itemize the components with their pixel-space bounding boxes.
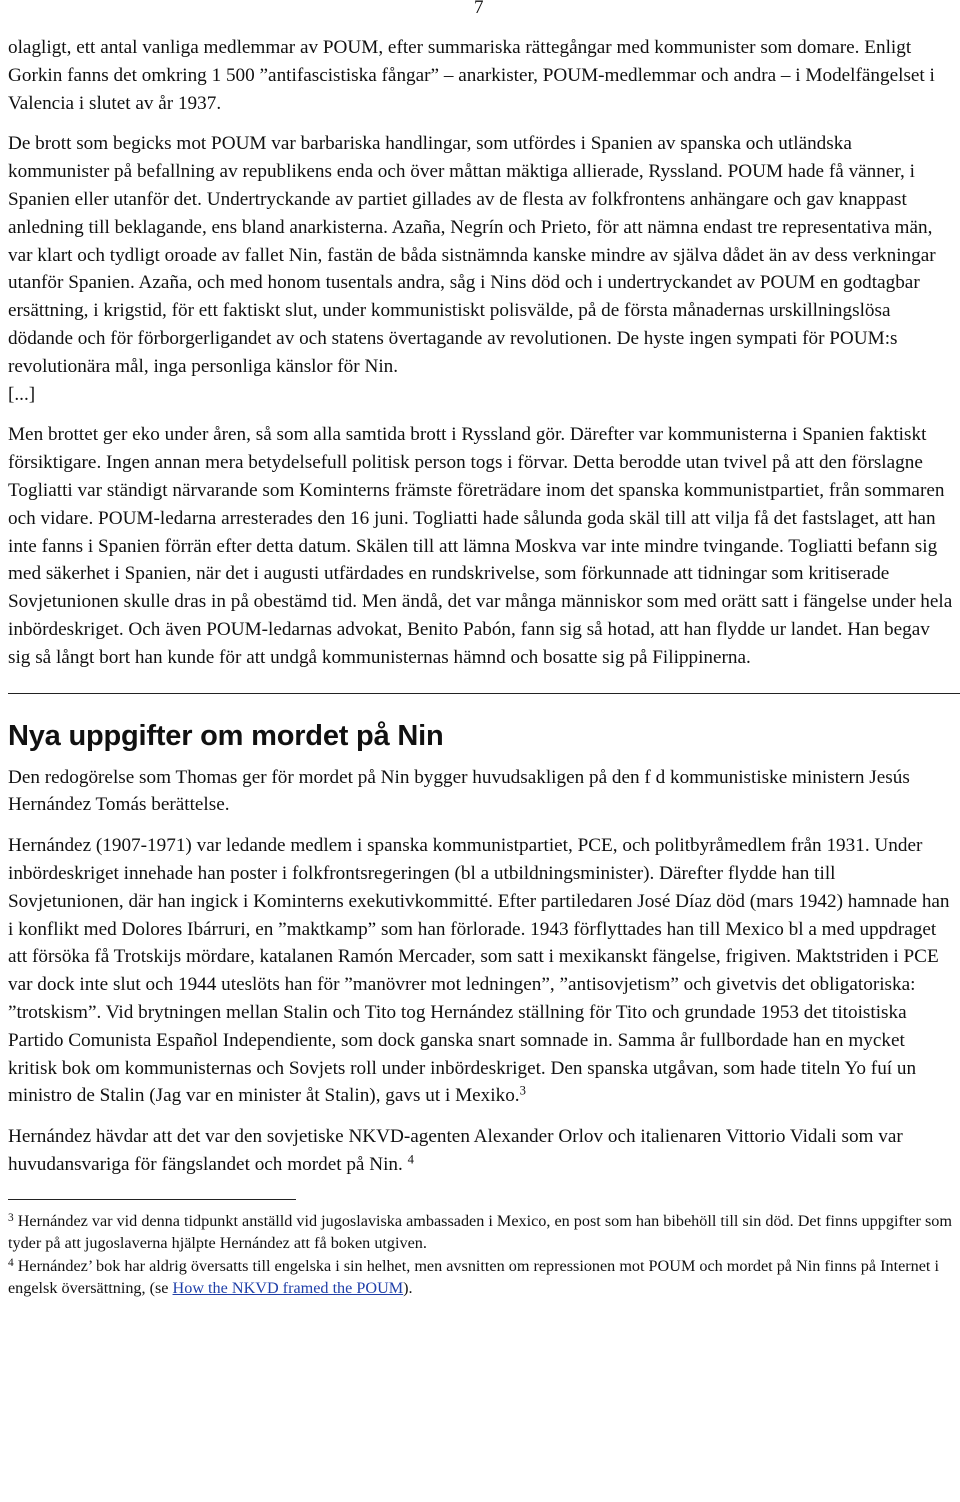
paragraph-poum-crimes: De brott som begicks mot POUM var barbariska handlingar, som utfördes i Spanien av spanska och utländska kommunister på befallning av republikens enda och över måttan mäktiga allierade, Ryssland. POUM hade få vänner, i Spanien eller utanför det. Undertryckande av partiet gillades av de flesta av folkfrontens anhängare och gav knappast anledning till beklagande, ens bland anarkisterna. Azaña, Negrín och Prieto, för att nämna endast tre representativa män, var klart och tydligt oroade av fallet Nin, fastän de båda sistnämnda kanske mindre av själva dådet än av dess verkningar utanför Spanien. Azaña, och med honom tusentals andra, såg i Nins död och i undertryckandet av POUM en godtagbar ersättning, i krigstid, för ett faktiskt slut, under kommunistiskt polisvälde, på de första månadernas urskillningslösa dödande och för förborgerligandet av och statens övertagande av revolutionen. De hyste ingen sympati för POUM:s revolutionära mål, inga personliga känslor för Nin.	[8, 133, 936, 377]
footnote-ref-3[interactable]: 3	[519, 1083, 526, 1098]
page-content	[8, 34, 953, 1300]
paragraph-hernandez-bio-text: Hernández (1907-1971) var ledande medlem i spanska kommunistpartiet, PCE, och politbyråmedlem från 1931. Under inbördeskriget innehade han poster i folkfrontsregeringen (bl a utbildningsminister). Därefter flydde han till Sovjetunionen, där han ingick i Kominterns exekutivkommitté. Efter partiledaren José Díaz död (mars 1942) hamnade han i konflikt med Dolores Ibárruri, en ”maktkamp” som han förlorade. 1943 förflyttades han till Mexico bl a med uppdraget att försöka få Trotskijs mördare, katalanen Ramón Mercader, som satt i mexikanskt fängelse, frigiven. Maktstriden i PCE var dock inte slut och 1944 uteslöts han för ”manövrer mot ledningen”, ”antisovjetism” och givetvis det obligatoriska: ”trotskism”. Vid brytningen mellan Stalin och Tito tog Hernández ställning för Tito och grundade 1953 det titoistiska Partido Comunista Español Independiente, som dock ganska snart somnade in. Samma år fullbordade han en mycket kritisk bok om kommunisternas och Sovjets roll under inbördeskriget. Den spanska utgåvan, som hade titeln Yo fuí un ministro de Stalin (Jag var en minister åt Stalin), gavs ut i Mexiko.	[8, 835, 950, 1107]
paragraph-thomas-account: Den redogörelse som Thomas ger för mordet på Nin bygger huvudsakligen på den f d kommunistiske ministern Jesús Hernández Tomás berättelse.	[8, 766, 910, 816]
paragraph-hernandez-bio	[8, 832, 953, 1110]
section-heading: Nya uppgifter om mordet på Nin	[8, 719, 444, 752]
section-divider	[8, 693, 960, 694]
footnote-divider	[8, 1199, 296, 1200]
footnote-mark-3: 3	[8, 1211, 14, 1224]
paragraph-orlov-vidali-text: Hernández hävdar att det var den sovjetiske NKVD-agenten Alexander Orlov och italienaren Vittorio Vidali som var huvudansvariga för fängslandet och mordet på Nin.	[8, 1126, 903, 1175]
footnote-4	[8, 1255, 953, 1300]
footnotes	[8, 1210, 953, 1300]
ellipsis: [...]	[8, 383, 36, 405]
footnote-ref-4[interactable]: 4	[407, 1152, 414, 1167]
nkvd-framed-poum-link[interactable]: How the NKVD framed the POUM	[172, 1279, 404, 1298]
footnote-4-tail: ).	[403, 1279, 413, 1298]
paragraph-orlov-vidali	[8, 1123, 953, 1179]
footnote-4-text: Hernández’ bok har aldrig översatts till engelska i sin helhet, men avsnitten om repressionen mot POUM och mordet på Nin finns på Internet i engelsk översättning, (se	[8, 1256, 939, 1298]
page-number: 7	[474, 0, 484, 18]
paragraph-continued: olagligt, ett antal vanliga medlemmar av POUM, efter summariska rättegångar med kommunister som domare. Enligt Gorkin fanns det omkring 1 500 ”antifascistiska fångar” – anarkister, POUM-medlemmar och andra – i Modelfängelset i Valencia i slutet av år 1937.	[8, 37, 935, 114]
footnote-3	[8, 1210, 953, 1255]
paragraph-togliatti: Men brottet ger eko under åren, så som alla samtida brott i Ryssland gör. Därefter var kommunisterna i Spanien faktiskt försiktigare. Ingen annan mera betydelsefull politisk person togs i förvar. Detta berodde utan tvivel på att den förslagne Togliatti var ständigt närvarande som Kominterns främste företrädare inom det spanska kommunistpartiet, från sommaren och vidare. POUM-ledarna arresterades den 16 juni. Togliatti hade sålunda goda skäl till att vilja få det fastslaget, att han inte fanns i Spanien förrän efter detta datum. Skälen till att lämna Moskva var inte mindre tvingande. Togliatti befann sig med säkerhet i Spanien, när det i augusti utfärdades en rundskrivelse, som förkunnade att tidningar som kritiserade Sovjetunionen skulle dras in på obestämd tid. Men ändå, det var många människor som med orätt satt i fängelse under hela inbördeskriget. Och även POUM-ledarnas advokat, Benito Pabón, fann sig så hotad, att han flydde ur landet. Han begav sig så långt bort han kunde för att undgå kommunisternas hämnd och bosatte sig på Filippinerna.	[8, 424, 953, 668]
footnote-mark-4: 4	[8, 1256, 14, 1269]
footnote-3-text: Hernández var vid denna tidpunkt anställd vid jugoslaviska ambassaden i Mexico, en post som han bibehöll till sin död. Det finns uppgifter som tyder på att jugoslaverna hjälpte Hernández att få boken utgiven.	[8, 1211, 952, 1253]
